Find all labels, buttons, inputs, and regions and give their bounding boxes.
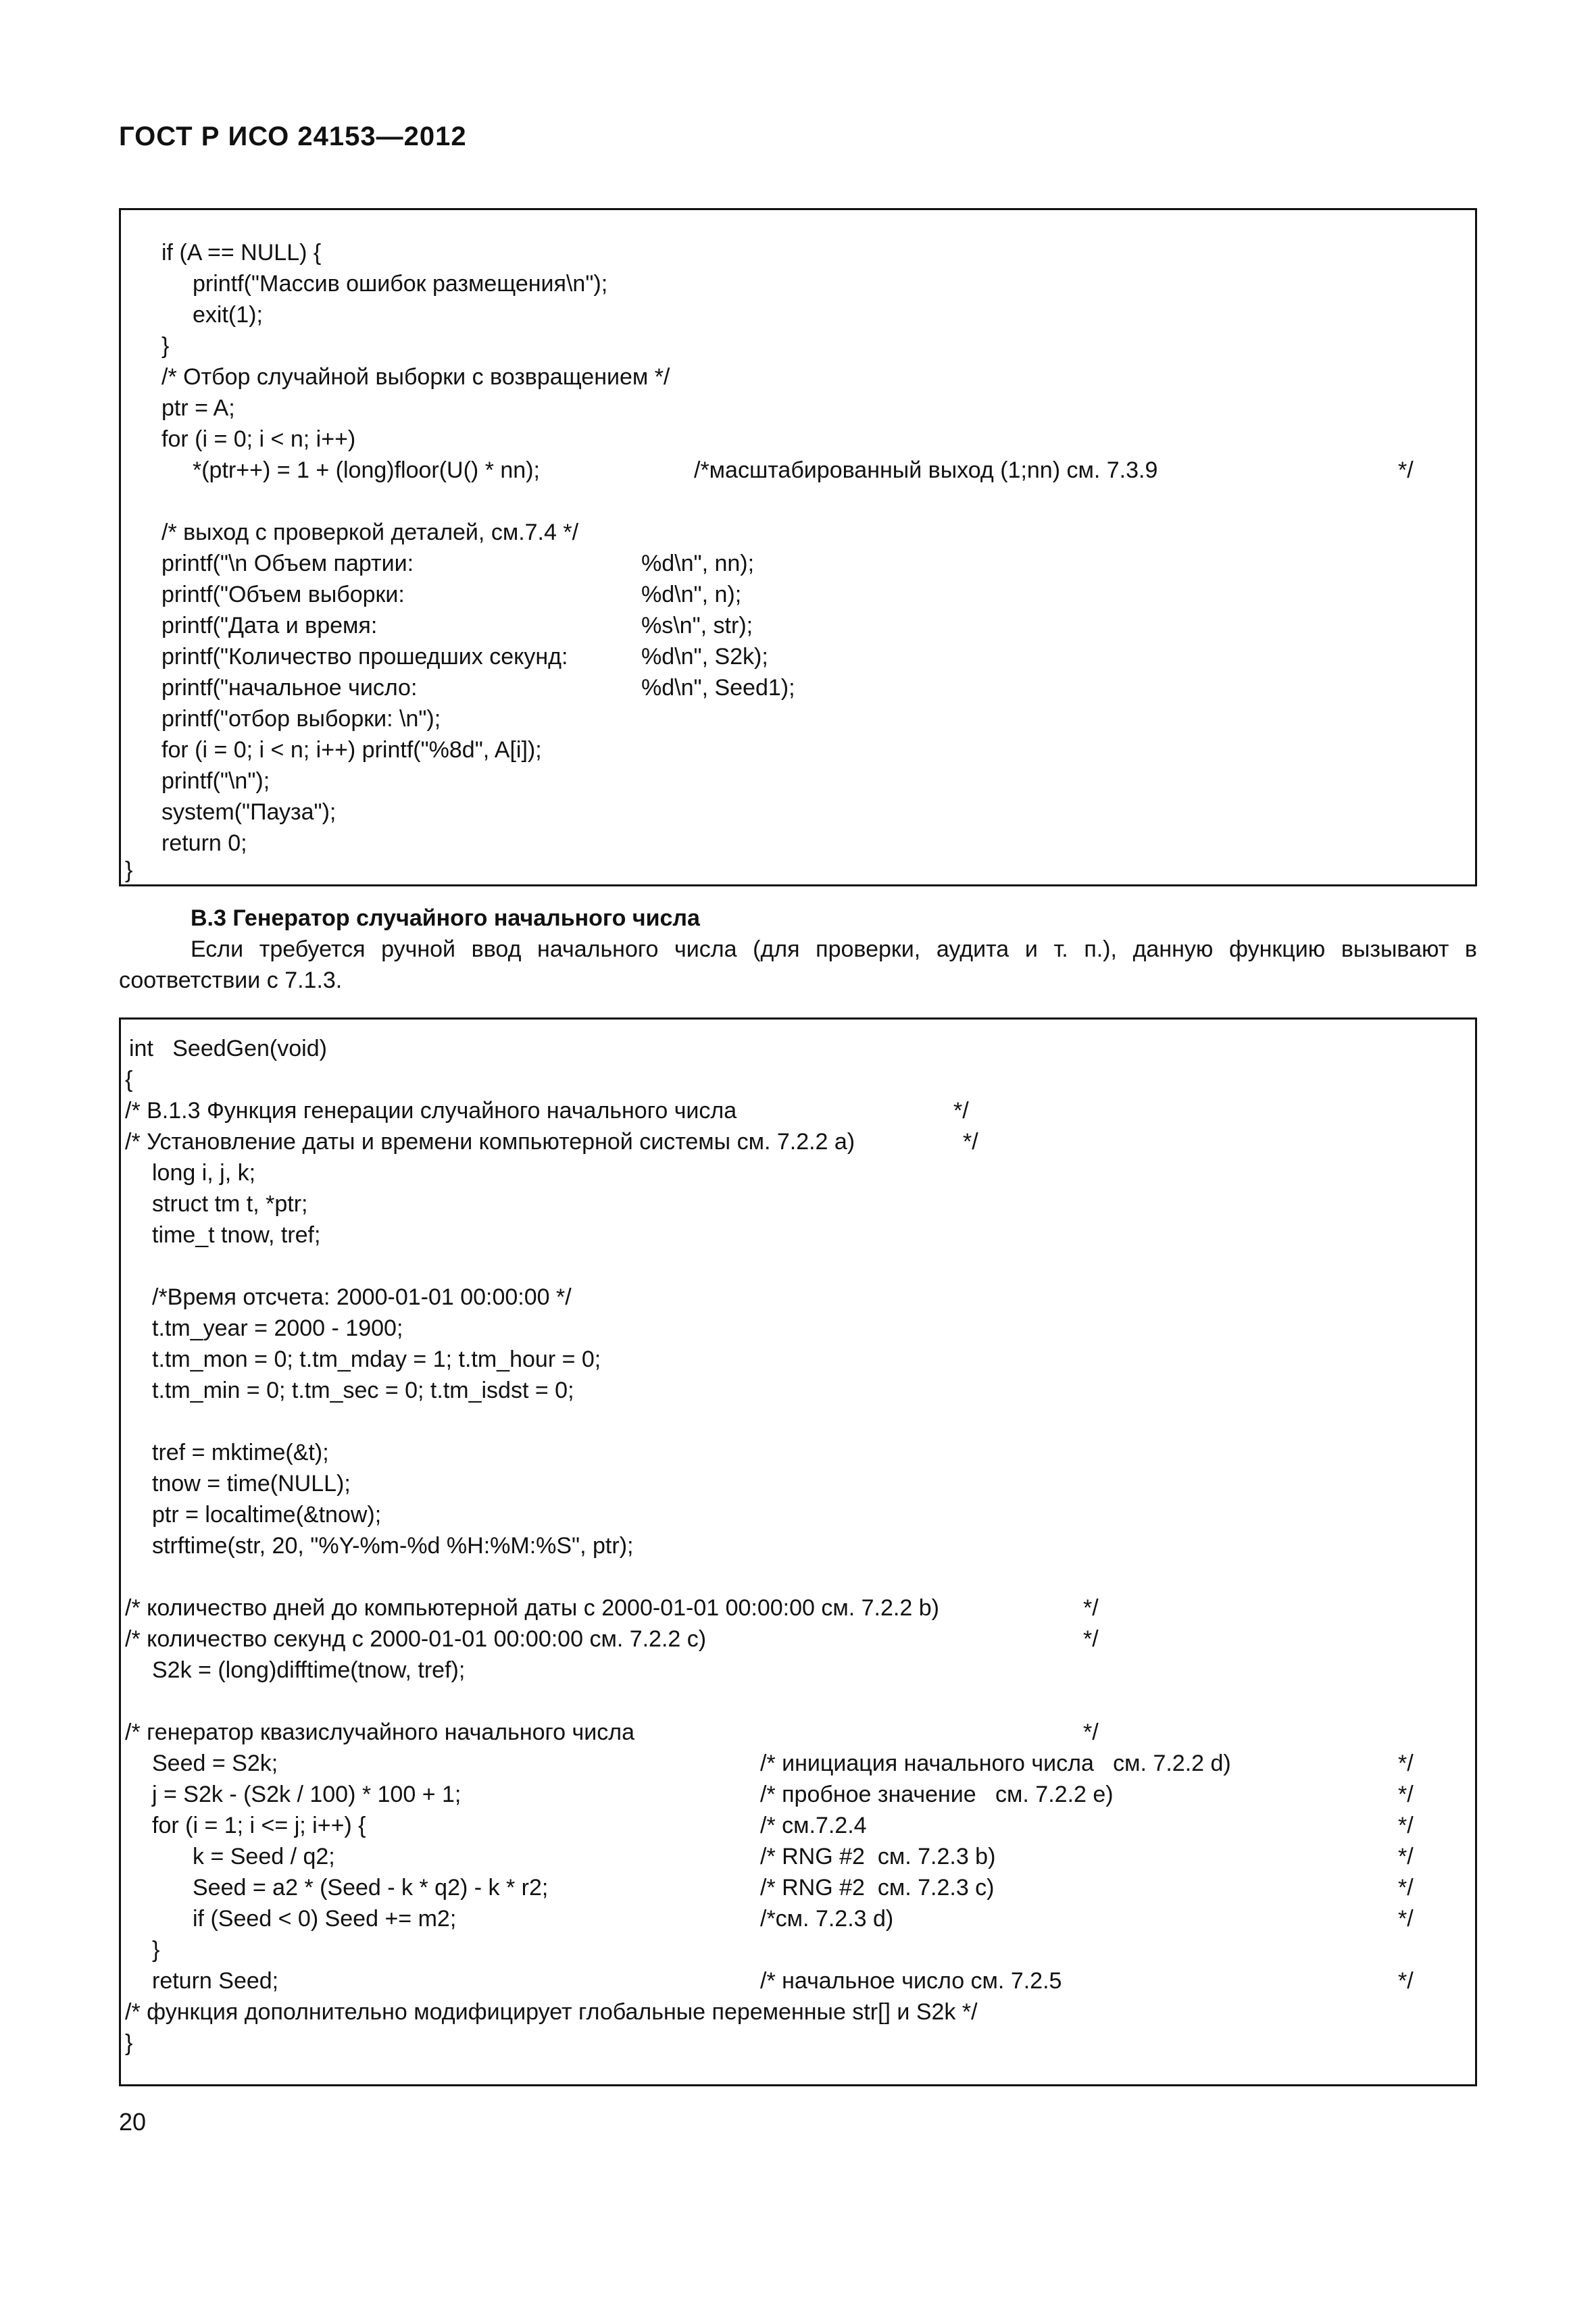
- section-title: В.3 Генератор случайного начального числа: [191, 905, 700, 931]
- code-line: tnow = time(NULL);: [152, 1471, 351, 1496]
- code-line: Seed = S2k; /* инициация начального числа см. 7.2.2 d) */: [152, 1751, 1414, 1776]
- code-block-main-continuation: [119, 208, 1477, 886]
- code-line: tref = mktime(&t);: [152, 1440, 329, 1465]
- code-line: if (Seed < 0) Seed += m2; /*см. 7.2.3 d) */: [193, 1906, 1414, 1932]
- code-line: return 0;: [161, 830, 247, 856]
- code-line: strftime(str, 20, "%Y-%m-%d %H:%M:%S", ptr);: [152, 1533, 634, 1559]
- code-line: /* количество секунд с 2000-01-01 00:00:00 см. 7.2.2 c) */: [125, 1626, 1099, 1652]
- code-line: S2k = (long)difftime(tnow, tref);: [152, 1657, 466, 1683]
- paragraph-line: соответствии с 7.1.3.: [119, 967, 343, 993]
- code-line: long i, j, k;: [152, 1160, 256, 1186]
- code-line: }: [161, 333, 170, 359]
- code-line: /* функция дополнительно модифицирует глобальные переменные str[] и S2k */: [125, 1999, 978, 2025]
- code-line: k = Seed / q2; /* RNG #2 см. 7.2.3 b) */: [193, 1844, 1414, 1869]
- section-paragraph: [119, 934, 1477, 996]
- code-block-seedgen: [119, 1017, 1477, 2086]
- code-line: {: [125, 1067, 133, 1092]
- code-line: /* выход с проверкой деталей, см.7.4 */: [161, 520, 579, 545]
- code-line: for (i = 0; i < n; i++): [161, 426, 356, 452]
- code-line: printf("\n");: [161, 768, 270, 794]
- code-line: system("Пауза");: [161, 799, 336, 825]
- code-line: t.tm_year = 2000 - 1900;: [152, 1315, 403, 1341]
- code-line: return Seed; /* начальное число см. 7.2.5 */: [152, 1968, 1414, 1994]
- code-line: printf("Объем выборки: %d\n", n);: [161, 582, 742, 607]
- document-header: ГОСТ Р ИСО 24153—2012: [119, 122, 467, 151]
- code-line: printf("отбор выборки: \n");: [161, 706, 441, 732]
- code-line: for (i = 0; i < n; i++) printf("%8d", A[i]);: [161, 737, 542, 763]
- code-line: if (A == NULL) {: [161, 240, 322, 266]
- code-line: time_t tnow, tref;: [152, 1222, 321, 1248]
- code-line: /* количество дней до компьютерной даты с 2000-01-01 00:00:00 см. 7.2.2 b) */: [125, 1595, 1099, 1621]
- code-line: ptr = localtime(&tnow);: [152, 1502, 382, 1528]
- code-line: /* Отбор случайной выборки с возвращением */: [161, 364, 670, 390]
- code-line: }: [152, 1937, 160, 1963]
- code-line: t.tm_min = 0; t.tm_sec = 0; t.tm_isdst = 0;: [152, 1378, 574, 1403]
- code-line: printf("Дата и время: %s\n", str);: [161, 613, 753, 638]
- code-line: exit(1);: [193, 302, 263, 328]
- code-line: Seed = a2 * (Seed - k * q2) - k * r2; /* RNG #2 см. 7.2.3 c) */: [193, 1875, 1414, 1901]
- page-number: 20: [119, 2108, 147, 2136]
- code-line: /* Установление даты и времени компьютерной системы см. 7.2.2 a) */: [125, 1129, 978, 1155]
- code-line: printf("Массив ошибок размещения\n");: [193, 271, 608, 297]
- code-line: for (i = 1; i <= j; i++) { /* см.7.2.4 */: [152, 1813, 1414, 1838]
- code-line: /*Время отсчета: 2000-01-01 00:00:00 */: [152, 1284, 572, 1310]
- code-line: /* В.1.3 Функция генерации случайного начального числа */: [125, 1098, 969, 1124]
- code-line: }: [125, 857, 133, 883]
- code-line: printf("начальное число: %d\n", Seed1);: [161, 675, 795, 701]
- code-line: struct tm t, *ptr;: [152, 1191, 308, 1217]
- code-line: /* генератор квазислучайного начального числа */: [125, 1719, 1099, 1745]
- paragraph-line: Если требуется ручной ввод начального числа (для проверки, аудита и т. п.), данную функцию вызывают в: [191, 936, 1477, 962]
- code-line: int SeedGen(void): [129, 1036, 327, 1061]
- code-line: ptr = A;: [161, 395, 235, 421]
- code-line: printf("\n Объем партии: %d\n", nn);: [161, 551, 755, 576]
- code-line: t.tm_mon = 0; t.tm_mday = 1; t.tm_hour = 0;: [152, 1347, 601, 1372]
- code-line: *(ptr++) = 1 + (long)floor(U() * nn); /*масштабированный выход (1;nn) см. 7.3.9 */: [193, 457, 1414, 483]
- code-line: j = S2k - (S2k / 100) * 100 + 1; /* пробное значение см. 7.2.2 e) */: [152, 1782, 1414, 1807]
- code-line: printf("Количество прошедших секунд: %d\n", S2k);: [161, 644, 768, 670]
- code-line: }: [125, 2030, 133, 2056]
